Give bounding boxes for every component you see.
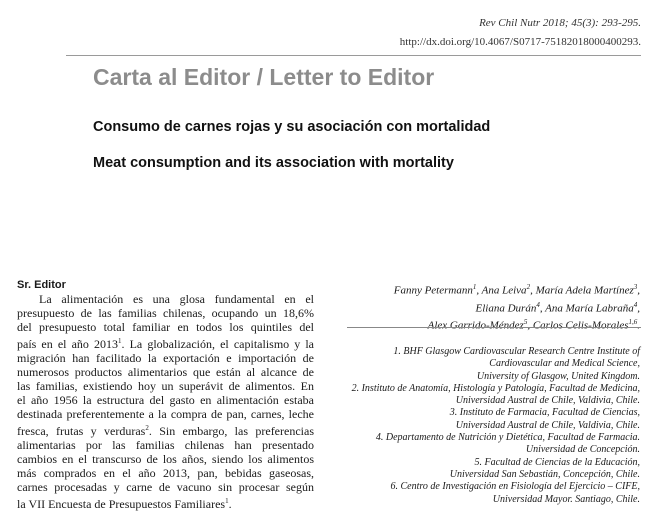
title-spanish: Consumo de carnes rojas y su asociación con mortalidad [93,119,491,135]
affiliation-line: 5. Facultad de Ciencias de la Educación, [474,456,640,468]
body-line: las familias, existiendo hoy un superávit de alimentos. En [17,379,314,393]
body-line: carnes procesadas y carne de vacuno sin procesar según [17,480,314,494]
body-line-text: la VII Encuesta de Presupuestos Familiares [17,497,226,511]
journal-reference: Rev Chil Nutr 2018; 45(3): 293-295. [479,17,641,29]
affiliation-line: 1. BHF Glasgow Cardiovascular Research Centre Institute of [393,346,640,357]
affiliation-line: Universidad de Concepción. [525,444,640,456]
author-name: , Ana Leiva [476,284,527,297]
affiliation-line: Universidad Austral de Chile, Valdivia, Chile. [455,395,640,407]
body-line-text: . [228,497,232,511]
author-line [394,315,640,333]
body-line-text: país en el año 2013 [17,337,119,351]
salutation: Sr. Editor [17,279,66,291]
affiliation-line: 4. Departamento de Nutrición y Dietética, Facultad de Farmacia. [375,432,640,444]
author-name: Eliana Durán [475,302,537,315]
author-name: Alex Garrido-Méndez [427,319,524,332]
author-line [394,280,640,298]
body-line: cambios en el transcurso de los años, siendo los alimentos [17,452,314,466]
doi-link[interactable]: http://dx.doi.org/10.4067/S0717-75182018000400293. [399,36,641,48]
author-sep: , [637,284,640,297]
body-line: alimentarias por las familias chilenas han presentado [17,438,314,452]
affiliation-line: Universidad Mayor. Santiago, Chile. [492,493,640,505]
citation-ref: 1 [118,337,122,345]
body-line [17,334,314,351]
affiliation-line: Universidad Austral de Chile, Valdivia, Chile. [455,419,640,431]
citation-ref: 2 [145,424,149,432]
affiliation-line: University of Glasgow, United Kingdom. [476,370,640,382]
affiliation-ref: 2 [526,283,531,291]
body-line: La alimentación es una glosa fundamental en el [39,292,314,306]
affiliation-line: 2. Instituto de Anatomía, Histología y Patología, Facultad de Medicina, [351,382,640,394]
body-line: presupuesto de las familias chilenas, ocupando un 18,6% [17,306,314,320]
body-line-text: . La globalización, el capitalismo y la [121,337,314,351]
affiliation-ref: 1,6 [628,318,638,327]
body-line: numerosos productos alimentarios que están al alcance de [17,365,314,379]
body-line-text: fresca, frutas y verduras [17,424,146,438]
body-line: más comprados en el año 2013, pan, bebidas gaseosas, [17,466,314,480]
affiliations [352,346,640,506]
author-line [394,298,640,316]
body-line: migración han facilitado la exportación e importación de [17,351,314,365]
author-sep: , [637,302,640,315]
author-name: , Carlos Celis-Morales [527,319,629,332]
body-line-text: . Sin embargo, las preferencias [148,424,314,438]
affiliation-line: Cardiovascular and Medical Science, [489,358,640,370]
affiliation-line: 6. Centro de Investigación en Fisiología del Ejercicio – CIFE, [390,481,640,493]
title-english: Meat consumption and its association with mortality [93,155,454,171]
body-line [17,421,314,438]
affiliation-ref: 5 [523,318,528,327]
letter-body [17,292,314,511]
affiliation-ref: 3 [633,283,638,291]
affiliation-ref: 4 [633,300,638,309]
author-name: , María Adela Martínez [530,284,634,297]
affiliation-ref: 1 [472,283,477,291]
author-name: , Ana María Labraña [539,302,634,315]
citation-ref: 1 [225,497,229,505]
affiliation-line: Universidad San Sebastián, Concepción, Chile. [449,468,640,480]
body-line: del presupuesto total familiar en todos los quintiles del [17,320,314,334]
author-name: Fanny Petermann [393,284,473,297]
header-rule [66,55,641,56]
author-sep: . [637,319,640,332]
affiliation-line: 3. Instituto de Farmacia, Facultad de Ciencias, [449,407,640,419]
body-line [17,494,314,511]
body-line: destinada preferentemente a la compra de pan, carnes, leche [17,407,314,421]
authors-rule [347,327,641,328]
body-line: el año 1956 la estructura del gasto en alimentación estaba [17,393,314,407]
author-list [394,280,640,333]
affiliation-ref: 4 [536,300,540,309]
section-title: Carta al Editor / Letter to Editor [93,64,435,90]
